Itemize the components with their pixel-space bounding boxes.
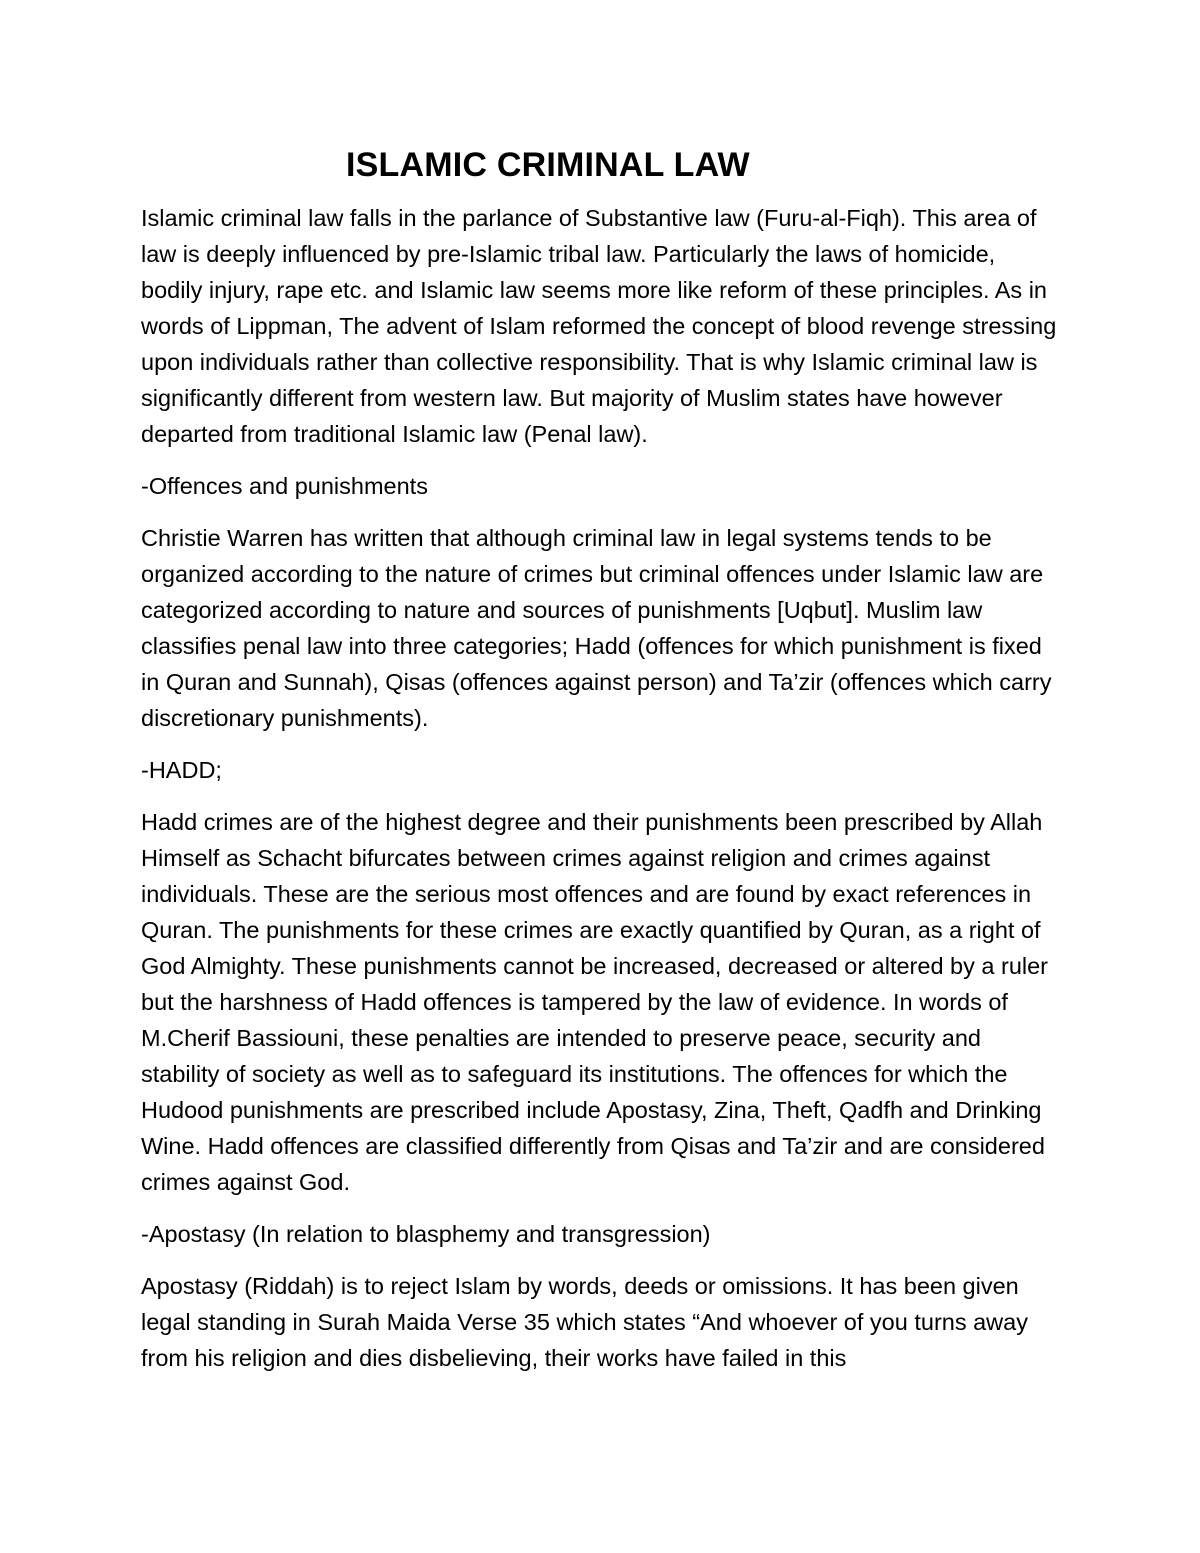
- hadd-paragraph: Hadd crimes are of the highest degree and their punishments been prescribed by Allah Himself as Schacht bifurcates between crimes against religion and crimes against individuals. These are the serious most offences and are found by exact references in Quran. The punishments for these crimes are exactly quantified by Quran, as a right of God Almighty. These punishments cannot be increased, decreased or altered by a ruler but the harshness of Hadd offences is tampered by the law of evidence. In words of M.Cherif Bassiouni, these penalties are intended to preserve peace, security and stability of society as well as to safeguard its institutions. The offences for which the Hudood punishments are prescribed include Apostasy, Zina, Theft, Qadfh and Drinking Wine. Hadd offences are classified differently from Qisas and Ta’zir and are considered crimes against God.: [141, 809, 1049, 1195]
- apostasy-paragraph: Apostasy (Riddah) is to reject Islam by words, deeds or omissions. It has been given legal standing in Surah Maida Verse 35 which states “And whoever of you turns away from his religion and dies disbelieving, their works have failed in this: [141, 1273, 1028, 1371]
- intro-paragraph: Islamic criminal law falls in the parlance of Substantive law (Furu-al-Fiqh). This area of law is deeply influenced by pre-Islamic tribal law. Particularly the laws of homicide, bodily injury, rape etc. and Islamic law seems more like reform of these principles. As in words of Lippman, The advent of Islam reformed the concept of blood revenge stressing upon individuals rather than collective responsibility. That is why Islamic criminal law is significantly different from western law. But majority of Muslim states have however departed from traditional Islamic law (Penal law).: [141, 205, 1057, 447]
- section-heading-offences: -Offences and punishments: [141, 473, 428, 499]
- document-title: ISLAMIC CRIMINAL LAW: [346, 146, 750, 184]
- document-body: [141, 140, 1061, 1392]
- section-heading-apostasy: -Apostasy (In relation to blasphemy and transgression): [141, 1221, 711, 1247]
- section-heading-hadd: -HADD;: [141, 757, 222, 783]
- offences-paragraph: Christie Warren has written that although criminal law in legal systems tends to be organized according to the nature of crimes but criminal offences under Islamic law are categorized according to nature and sources of punishments [Uqbut]. Muslim law classifies penal law into three categories; Hadd (offences for which punishment is fixed in Quran and Sunnah), Qisas (offences against person) and Ta’zir (offences which carry discretionary punishments).: [141, 525, 1052, 731]
